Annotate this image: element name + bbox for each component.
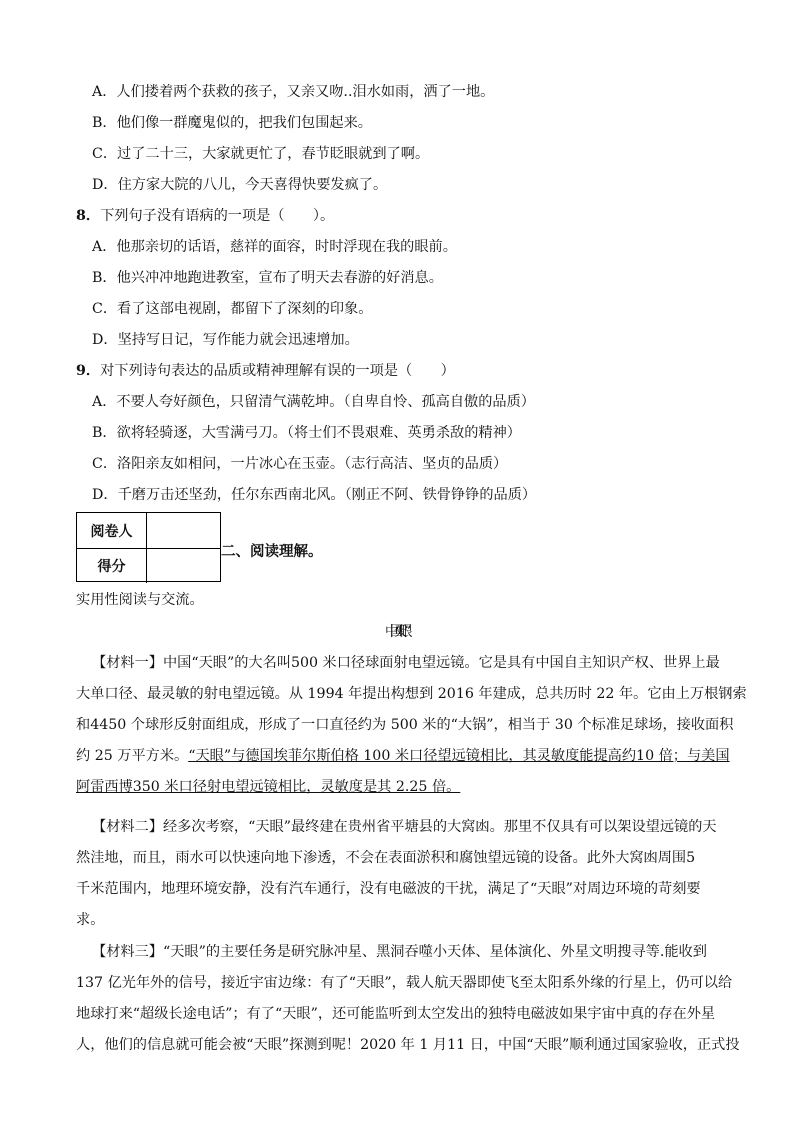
material-3-line: 137 亿光年外的信号，接近宇宙边缘：有了“天眼”，载人航天器即使飞至太阳系外缘的行星上，仍可以给: [76, 975, 733, 991]
q9-option-a: A．不要人夸好颜色，只留清气满乾坤。（自卑自怜、孤高自傲的品质）: [92, 394, 535, 410]
material-2-line: 求。: [76, 912, 105, 928]
score-table-row: [77, 548, 220, 583]
material-3-line: 人，他们的信息就可能会被“天眼”探测到呢！2020 年 1 月11 日，中国“天眼”顺利通过国家验收，正式投: [76, 1037, 740, 1053]
underlined-sentence: 阿雷西博350 米口径射电望远镜相比，灵敏度是其 2.25 倍。: [76, 779, 461, 795]
question-number: 8．: [76, 208, 101, 224]
material-3-line: 地球打来“超级长途电话”；有了“天眼”，还可能监听到太空发出的独特电磁波如果宇宙中真的存在外星: [76, 1006, 716, 1022]
article-title: 中国“天眼”: [384, 624, 404, 640]
material-1-text: 约 25 万平方米。: [76, 748, 189, 764]
material-1-line: 和4450 个球形反射面组成，形成了一口直径约为 500 米的“大锅”，相当于 30 个标准足球场，接收面积: [76, 717, 734, 733]
question-9: [76, 361, 455, 381]
q7-option-b: B．他们像一群魔鬼似的，把我们包围起来。: [92, 115, 372, 131]
q8-option-b: B．他兴冲冲地跑进教室，宣布了明天去春游的好消息。: [92, 270, 443, 286]
question-text: 对下列诗句表达的品质或精神理解有误的一项是（ ）: [100, 363, 455, 379]
material-1-line: 大单口径、最灵敏的射电望远镜。从 1994 年提出构想到 2016 年建成，总共历时 22 年。它由上万根钢索: [76, 686, 747, 702]
q8-option-d: D．坚持写日记，写作能力就会迅速增加。: [92, 332, 359, 348]
reviewer-label: 阅卷人: [77, 513, 147, 548]
material-3-line: 【材料三】“天眼”的主要任务是研究脉冲星、黑洞吞噬小天体、星体演化、外星文明搜寻等.能收到: [92, 944, 707, 960]
q8-option-c: C．看了这部电视剧，都留下了深刻的印象。: [92, 301, 373, 317]
q9-option-d: D．千磨万击还坚劲，任尔东西南北风。（刚正不阿、铁骨铮铮的品质）: [92, 487, 537, 503]
material-1-line: [76, 746, 772, 766]
q7-option-c: C．过了二十三，大家就更忙了，春节眨眼就到了啊。: [92, 146, 430, 162]
score-table: [76, 512, 221, 582]
q9-option-b: B．欲将轻骑逐，大雪满弓刀。（将士们不畏艰难、英勇杀敌的精神）: [92, 425, 521, 441]
question-8: [76, 206, 334, 226]
q7-option-d: D．住方家大院的八儿，今天喜得快要发疯了。: [92, 177, 388, 193]
material-1-line: 【材料一】中国“天眼”的大名叫500 米口径球面射电望远镜。它是具有中国自主知识产权、世界上最: [92, 655, 720, 671]
section-title: 二、阅读理解。: [221, 544, 323, 560]
question-text: 下列句子没有语病的一项是（ ）。: [100, 208, 335, 224]
reading-intro: 实用性阅读与交流。: [76, 592, 204, 608]
score-table-row: [77, 513, 220, 549]
material-2-line: 【材料二】经多次考察，“天眼”最终建在贵州省平塘县的大窝凼。那里不仅具有可以架设望远镜的天: [92, 819, 717, 835]
underlined-sentence: “天眼”与德国埃菲尔斯伯格 100 米口径望远镜相比，其灵敏度能提高约10 倍；与美国: [188, 748, 730, 764]
q8-option-a: A．他那亲切的话语，慈祥的面容，时时浮现在我的眼前。: [92, 239, 457, 255]
q7-option-a: A．人们搂着两个获救的孩子，又亲又吻..泪水如雨，洒了一地。: [92, 84, 495, 100]
q9-option-c: C．洛阳亲友如相问，一片冰心在玉壶。（志行高洁、坚贞的品质）: [92, 456, 508, 472]
material-2-line: 然洼地，而且，雨水可以快速向地下渗透，不会在表面淤积和腐蚀望远镜的设备。此外大窝凼周围5: [76, 850, 696, 866]
question-number: 9．: [76, 363, 101, 379]
score-label: 得分: [77, 548, 147, 583]
material-2-line: 千米范围内，地理环境安静，没有汽车通行，没有电磁波的干扰，满足了“天眼”对周边环境的苛刻要: [76, 881, 701, 897]
